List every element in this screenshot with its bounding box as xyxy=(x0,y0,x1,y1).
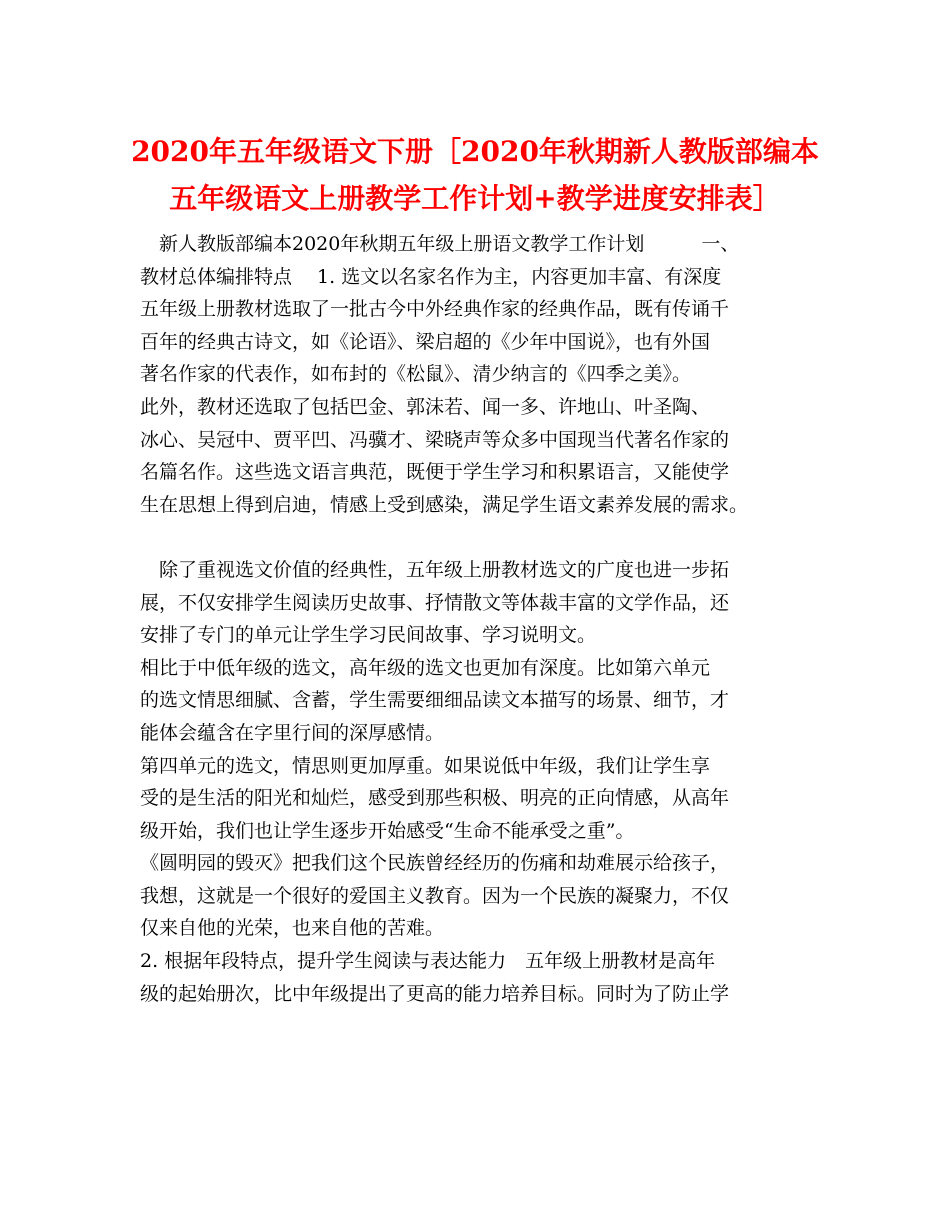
text-line: 能体会蕴含在字里行间的深厚感情。 xyxy=(140,721,445,744)
text-line: 展，不仅安排学生阅读历史故事、抒情散文等体裁丰富的文学作品，还 xyxy=(140,591,730,614)
text-line: 相比于中低年级的选文，高年级的选文也更加有深度。比如第六单元 xyxy=(140,656,711,679)
text-line: 仅来自他的光荣，也来自他的苦难。 xyxy=(140,917,445,940)
text-line: 安排了专门的单元让学生学习民间故事、学习说明文。 xyxy=(140,624,597,647)
text-line: 百年的经典古诗文，如《论语》、梁启超的《少年中国说》，也有外国 xyxy=(140,330,711,353)
document-title-line-2: 五年级语文上册教学工作计划+教学进度安排表］ xyxy=(169,182,781,215)
text-line: 除了重视选文价值的经典性，五年级上册教材选文的广度也进一步拓 xyxy=(140,558,730,581)
text-line: 名篇名作。这些选文语言典范，既便于学生学习和积累语言，又能使学 xyxy=(140,461,730,484)
text-line: 生在思想上得到启迪，情感上受到感染，满足学生语文素养发展的需求。 xyxy=(140,493,749,516)
text-line: 我想，这就是一个很好的爱国主义教育。因为一个民族的凝聚力，不仅 xyxy=(140,884,730,907)
text-line: 第四单元的选文，情思则更加厚重。如果说低中年级，我们让学生享 xyxy=(140,754,711,777)
paragraph-gap xyxy=(140,521,824,554)
text-line: 受的是生活的阳光和灿烂，感受到那些积极、明亮的正向情感，从高年 xyxy=(140,787,730,810)
document-title-line-1: 2020年五年级语文下册［2020年秋期新人教版部编本 xyxy=(131,135,819,168)
text-line: 冰心、吴冠中、贾平凹、冯骥才、梁晓声等众多中国现当代著名作家的 xyxy=(140,428,730,451)
text-line: 新人教版部编本2020年秋期五年级上册语文教学工作计划 一、 xyxy=(140,233,740,255)
text-line: 五年级上册教材选取了一批古今中外经典作家的经典作品，既有传诵千 xyxy=(140,298,730,321)
text-line: 级开始，我们也让学生逐步开始感受“生命不能承受之重”。 xyxy=(140,819,635,842)
text-line: 《圆明园的毁灭》把我们这个民族曾经经历的伤痛和劫难展示给孩子， xyxy=(140,852,730,875)
text-line: 2. 根据年段特点，提升学生阅读与表达能力 五年级上册教材是高年 xyxy=(140,950,716,973)
text-line: 的选文情思细腻、含蓄，学生需要细细品读文本描写的场景、细节，才 xyxy=(140,689,730,712)
text-line: 级的起始册次，比中年级提出了更高的能力培养目标。同时为了防止学 xyxy=(140,982,730,1005)
document-body xyxy=(140,228,824,1010)
text-line: 此外，教材还选取了包括巴金、郭沫若、闻一多、许地山、叶圣陶、 xyxy=(140,395,711,418)
document-title xyxy=(100,128,850,222)
text-line: 教材总体编排特点 1. 选文以名家名作为主，内容更加丰富、有深度 xyxy=(140,265,722,288)
text-line: 著名作家的代表作，如布封的《松鼠》、清少纳言的《四季之美》。 xyxy=(140,363,692,386)
